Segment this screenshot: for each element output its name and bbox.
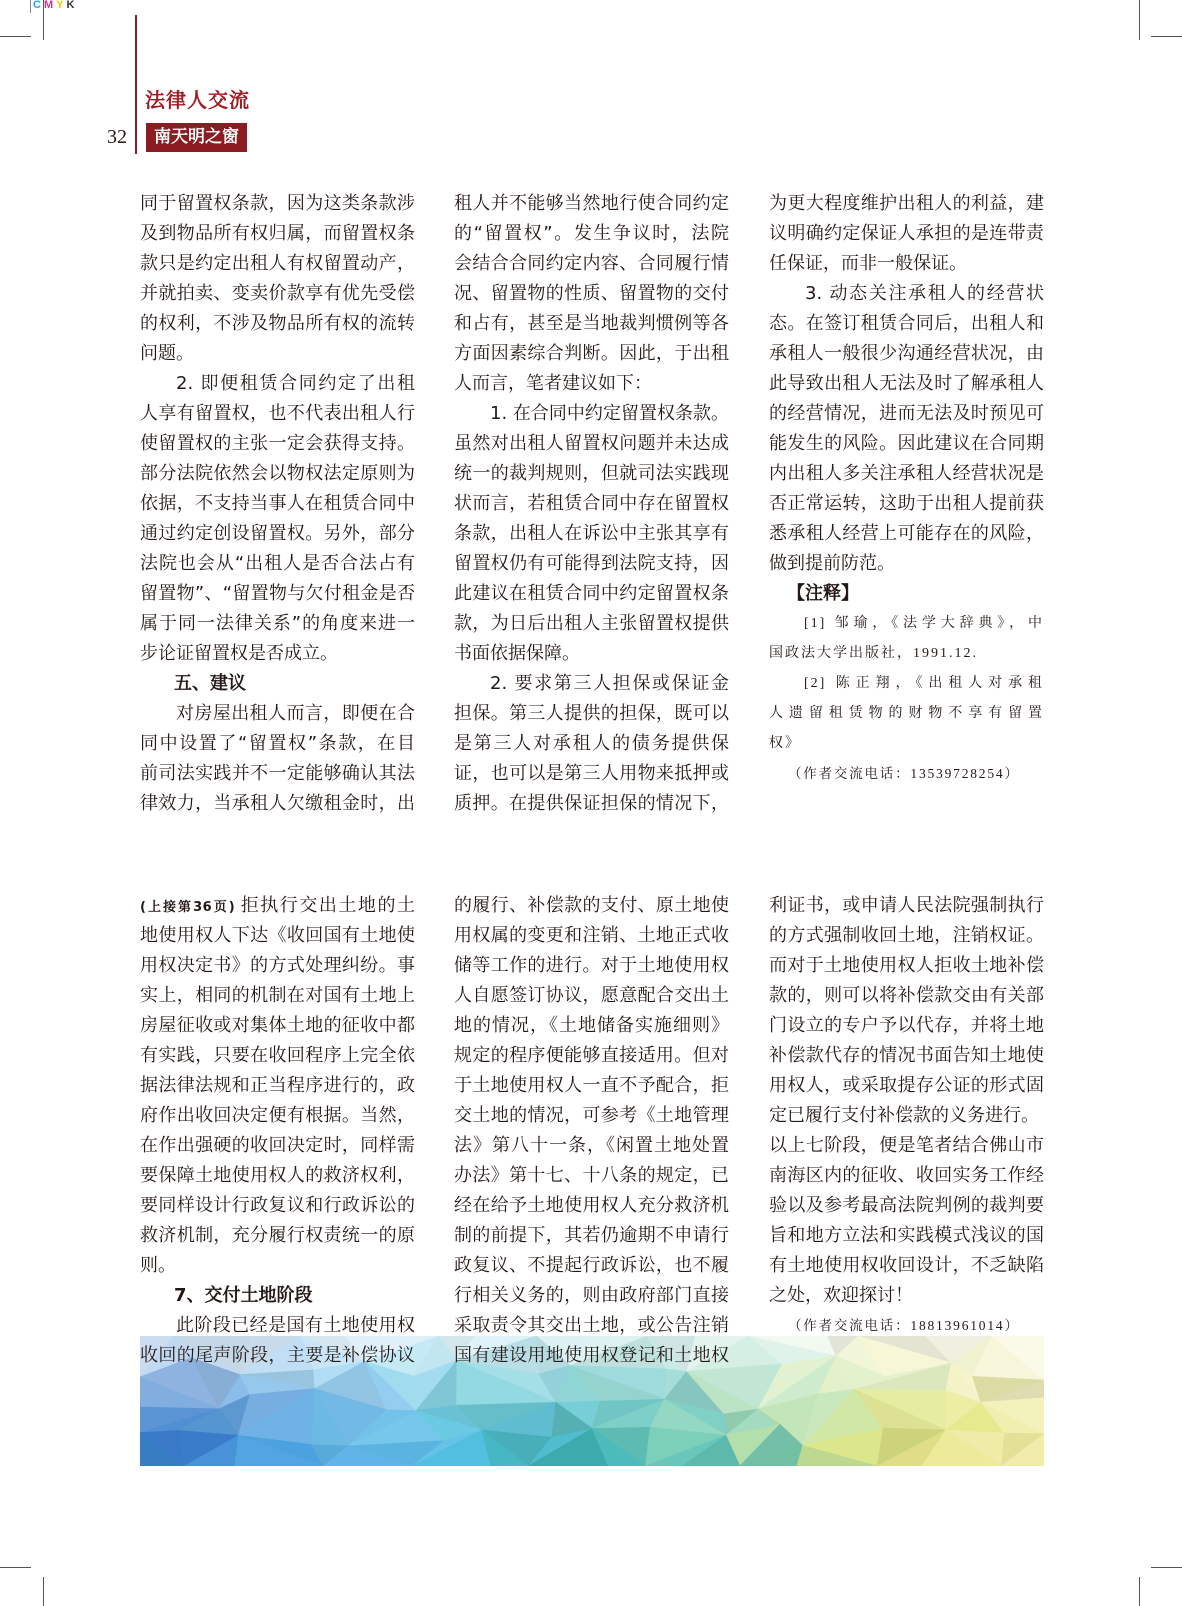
text-line: [1] 邹瑜，《法学大辞典》，中: [804, 616, 1044, 631]
paragraph: [769, 189, 1044, 279]
yellow-letter: Y: [56, 0, 67, 11]
text-line: 经在给予土地使用权人充分救济机: [454, 1195, 729, 1216]
text-line: 的权利，不涉及物品所有权的流转: [140, 313, 415, 334]
text-line: 交土地的情况，可参考《土地管理: [454, 1105, 729, 1126]
text-line: 有土地使用权收回设计，不乏缺陷: [769, 1255, 1044, 1276]
text-line: 五、建议: [174, 673, 246, 694]
author-contact: [769, 1311, 1044, 1341]
paragraph: [140, 699, 415, 819]
text-line: 同中设置了“留置权”条款，在目: [140, 733, 415, 754]
text-line: 于土地使用权人一直不予配合，拒: [454, 1075, 729, 1096]
text-line: 是第三人对承租人的债务提供保: [454, 733, 729, 754]
text-line: 人自愿签订协议，愿意配合交出土: [454, 985, 729, 1006]
text-line: 采取责令其交出土地，或公告注销: [454, 1315, 729, 1336]
section-heading: [140, 1281, 415, 1311]
text-line: 收回的尾声阶段，主要是补偿协议: [140, 1345, 415, 1366]
text-line: 此导致出租人无法及时了解承租人: [769, 373, 1044, 394]
text-line: 并就拍卖、变卖价款享有优先受偿: [140, 283, 415, 304]
crop-mark-top-right-horizontal: [1151, 36, 1182, 37]
paragraph: [769, 1131, 1044, 1311]
text-line: 同于留置权条款，因为这类条款涉: [140, 193, 415, 214]
text-line: 态。在签订租赁合同后，出租人和: [769, 313, 1044, 334]
text-line: 留置权仍有可能得到法院支持，因: [454, 553, 729, 574]
text-line: 验以及参考最高法院判例的裁判要: [769, 1195, 1044, 1216]
text-line: 法院也会从“出租人是否合法占有: [140, 553, 415, 574]
text-line: （作者交流电话：18813961014）: [788, 1318, 1020, 1333]
color-registration-label: [33, 0, 77, 12]
text-line: 2. 要求第三人担保或保证金: [490, 673, 729, 694]
footnote: [769, 669, 1044, 759]
text-line: 定已履行支付补偿款的义务进行。: [769, 1105, 1039, 1126]
text-line: 储等工作的进行。对于土地使用权: [454, 955, 729, 976]
text-line: 2. 即便租赁合同约定了出租: [176, 373, 415, 394]
text-line: 府作出收回决定便有根据。当然，: [140, 1105, 415, 1126]
text-line: 规定的程序便能够直接适用。但对: [454, 1045, 729, 1066]
black-letter: K: [66, 0, 78, 11]
lower-article-column-3: [769, 891, 1044, 1341]
upper-article-column-1: [140, 189, 415, 819]
text-line: 部分法院依然会以物权法定原则为: [140, 463, 415, 484]
text-line: 状而言，若租赁合同中存在留置权: [454, 493, 729, 514]
cyan-letter: C: [33, 0, 44, 11]
paragraph: [454, 399, 729, 669]
text-line: 否正常运转，这助于出租人提前获: [769, 493, 1044, 514]
line-text: 拒执行交出土地的土: [239, 895, 415, 916]
page-number: 32: [107, 126, 127, 148]
text-line: [140, 891, 415, 921]
text-line: 在作出强硬的收回决定时，同样需: [140, 1135, 415, 1156]
text-line: 通过约定创设留置权。另外，部分: [140, 523, 415, 544]
text-line: 用权属的变更和注销、土地正式收: [454, 925, 729, 946]
text-line: 法》第八十一条，《闲置土地处置: [454, 1135, 729, 1156]
text-line: 【注释】: [787, 583, 859, 604]
text-line: 据法律法规和正当程序进行的，政: [140, 1075, 415, 1096]
text-line: （作者交流电话：13539728254）: [788, 766, 1020, 781]
notes-heading: [769, 579, 1044, 609]
crop-mark-top-right-vertical: [1139, 0, 1140, 40]
text-line: 办法》第十七、十八条的规定，已: [454, 1165, 729, 1186]
text-line: 而对于土地使用权人拒收土地补偿: [769, 955, 1044, 976]
text-line: 为更大程度维护出租人的利益，建: [769, 193, 1044, 214]
paragraph: [769, 891, 1044, 1131]
text-line: 及到物品所有权归属，而留置权条: [140, 223, 415, 244]
text-line: 的“留置权”。发生争议时，法院: [454, 223, 729, 244]
text-line: 留置物”、“留置物与欠付租金是否: [140, 583, 415, 604]
text-line: 人而言，笔者建议如下：: [454, 373, 652, 394]
text-line: 款只是约定出租人有权留置动产，: [140, 253, 415, 274]
text-line: 承租人一般很少沟通经营状况，由: [769, 343, 1044, 364]
text-line: 实上，相同的机制在对国有土地上: [140, 985, 415, 1006]
text-line: 能发生的风险。因此建议在合同期: [769, 433, 1044, 454]
paragraph: [454, 189, 729, 399]
magenta-letter: M: [43, 0, 57, 11]
paragraph: [454, 891, 729, 1371]
footnote: [769, 609, 1044, 669]
text-line: 之处，欢迎探讨！: [769, 1285, 913, 1306]
text-line: 方面因素综合判断。因此，于出租: [454, 343, 729, 364]
crop-mark-bottom-left-horizontal: [0, 1567, 31, 1568]
text-line: 使留置权的主张一定会获得支持。: [140, 433, 415, 454]
upper-article-column-3: [769, 189, 1044, 789]
text-line: 国有建设用地使用权登记和土地权: [454, 1345, 729, 1366]
text-line: 依据，不支持当事人在租赁合同中: [140, 493, 415, 514]
text-line: 救济机制，充分履行权责统一的原: [140, 1225, 415, 1246]
text-line: 的履行、补偿款的支付、原土地使: [454, 895, 729, 916]
text-line: 会结合合同约定内容、合同履行情: [454, 253, 729, 274]
text-line: 权》: [769, 736, 801, 751]
text-line: 统一的裁判规则，但就司法实践现: [454, 463, 729, 484]
text-line: 律效力，当承租人欠缴租金时，出: [140, 793, 415, 814]
section-title: 法律人交流: [145, 88, 250, 112]
crop-mark-bottom-right-vertical: [1139, 1577, 1140, 1606]
text-line: 议明确约定保证人承担的是连带责: [769, 223, 1044, 244]
text-line: 任保证，而非一般保证。: [769, 253, 967, 274]
text-line: 要保障土地使用权人的救济权利，: [140, 1165, 415, 1186]
text-line: 行相关义务的，则由政府部门直接: [454, 1285, 729, 1306]
registration-bar: [30, 0, 31, 13]
crop-mark-bottom-left-vertical: [43, 1577, 44, 1606]
paragraph: [140, 369, 415, 669]
text-line: 质押。在提供保证担保的情况下，: [454, 793, 729, 814]
text-line: 国政法大学出版社，1991.12.: [769, 646, 978, 661]
text-line: 担保。第三人提供的担保，既可以: [454, 703, 729, 724]
text-line: 旨和地方立法和实践模式浅议的国: [769, 1225, 1044, 1246]
text-line: 的经营情况，进而无法及时预见可: [769, 403, 1044, 424]
paragraph: [140, 1311, 415, 1371]
text-line: 7、交付土地阶段: [174, 1285, 313, 1306]
text-line: 制的前提下，其若仍逾期不申请行: [454, 1225, 729, 1246]
text-line: 租人并不能够当然地行使合同约定: [454, 193, 729, 214]
section-heading: [140, 669, 415, 699]
text-line: 3. 动态关注承租人的经营状: [805, 283, 1044, 304]
text-line: 用权人，或采取提存公证的形式固: [769, 1075, 1044, 1096]
upper-article-column-2: [454, 189, 729, 819]
crop-mark-top-left-horizontal: [0, 36, 31, 37]
text-line: 问题。: [140, 343, 194, 364]
text-line: 况、留置物的性质、留置物的交付: [454, 283, 729, 304]
text-line: 地的情况，《土地储备实施细则》: [454, 1015, 729, 1036]
paragraph: [140, 189, 415, 369]
text-line: 门设立的专户予以代存，并将土地: [769, 1015, 1044, 1036]
text-line: 1. 在合同中约定留置权条款。: [490, 403, 729, 424]
text-line: 政复议、不提起行政诉讼，也不履: [454, 1255, 729, 1276]
text-line: 利证书，或申请人民法院强制执行: [769, 895, 1044, 916]
author-contact: [769, 759, 1044, 789]
text-line: 款的，则可以将补偿款交由有关部: [769, 985, 1044, 1006]
text-line: 证，也可以是第三人用物来抵押或: [454, 763, 729, 784]
text-line: 对房屋出租人而言，即便在合: [176, 703, 415, 724]
text-line: 人遗留租赁物的财物不享有留置: [769, 706, 1044, 721]
text-line: 步论证留置权是否成立。: [140, 643, 338, 664]
text-line: 南海区内的征收、收回实务工作经: [769, 1165, 1044, 1186]
text-line: 用权决定书》的方式处理纠纷。事: [140, 955, 415, 976]
text-line: 书面依据保障。: [454, 643, 580, 664]
lower-article-column-2: [454, 891, 729, 1371]
text-line: 内出租人多关注承租人经营状况是: [769, 463, 1044, 484]
text-line: 条款，出租人在诉讼中主张其享有: [454, 523, 729, 544]
text-line: 地使用权人下达《收回国有土地使: [140, 925, 415, 946]
text-line: 虽然对出租人留置权问题并未达成: [454, 433, 729, 454]
text-line: 房屋征收或对集体土地的征收中都: [140, 1015, 415, 1036]
text-line: 款，为日后出租人主张留置权提供: [454, 613, 729, 634]
text-line: 做到提前防范。: [769, 553, 895, 574]
text-line: 的方式强制收回土地，注销权证。: [769, 925, 1044, 946]
text-line: 和占有，甚至是当地裁判惯例等各: [454, 313, 729, 334]
text-line: 属于同一法律关系”的角度来进一: [140, 613, 415, 634]
text-line: 此阶段已经是国有土地使用权: [176, 1315, 415, 1336]
continued-from-marker: (上接第36页): [140, 900, 236, 915]
text-line: 以上七阶段，便是笔者结合佛山市: [769, 1135, 1044, 1156]
text-line: [2] 陈正翔，《出租人对承租: [804, 676, 1044, 691]
header-vertical-rule: [135, 15, 137, 154]
text-line: 则。: [140, 1255, 176, 1276]
text-line: 悉承租人经营上可能存在的风险，: [769, 523, 1044, 544]
column-name-badge: 南天明之窗: [146, 123, 247, 152]
paragraph: [454, 669, 729, 819]
text-line: 补偿款代存的情况书面告知土地使: [769, 1045, 1044, 1066]
crop-mark-bottom-right-horizontal: [1151, 1567, 1182, 1568]
text-line: 前司法实践并不一定能够确认其法: [140, 763, 415, 784]
text-line: 此建议在租赁合同中约定留置权条: [454, 583, 729, 604]
text-line: 人享有留置权，也不代表出租人行: [140, 403, 415, 424]
text-line: 有实践，只要在收回程序上完全依: [140, 1045, 415, 1066]
paragraph: [769, 279, 1044, 579]
lower-article-column-1: [140, 891, 415, 1371]
paragraph: [140, 891, 415, 1281]
text-line: 要同样设计行政复议和行政诉讼的: [140, 1195, 415, 1216]
